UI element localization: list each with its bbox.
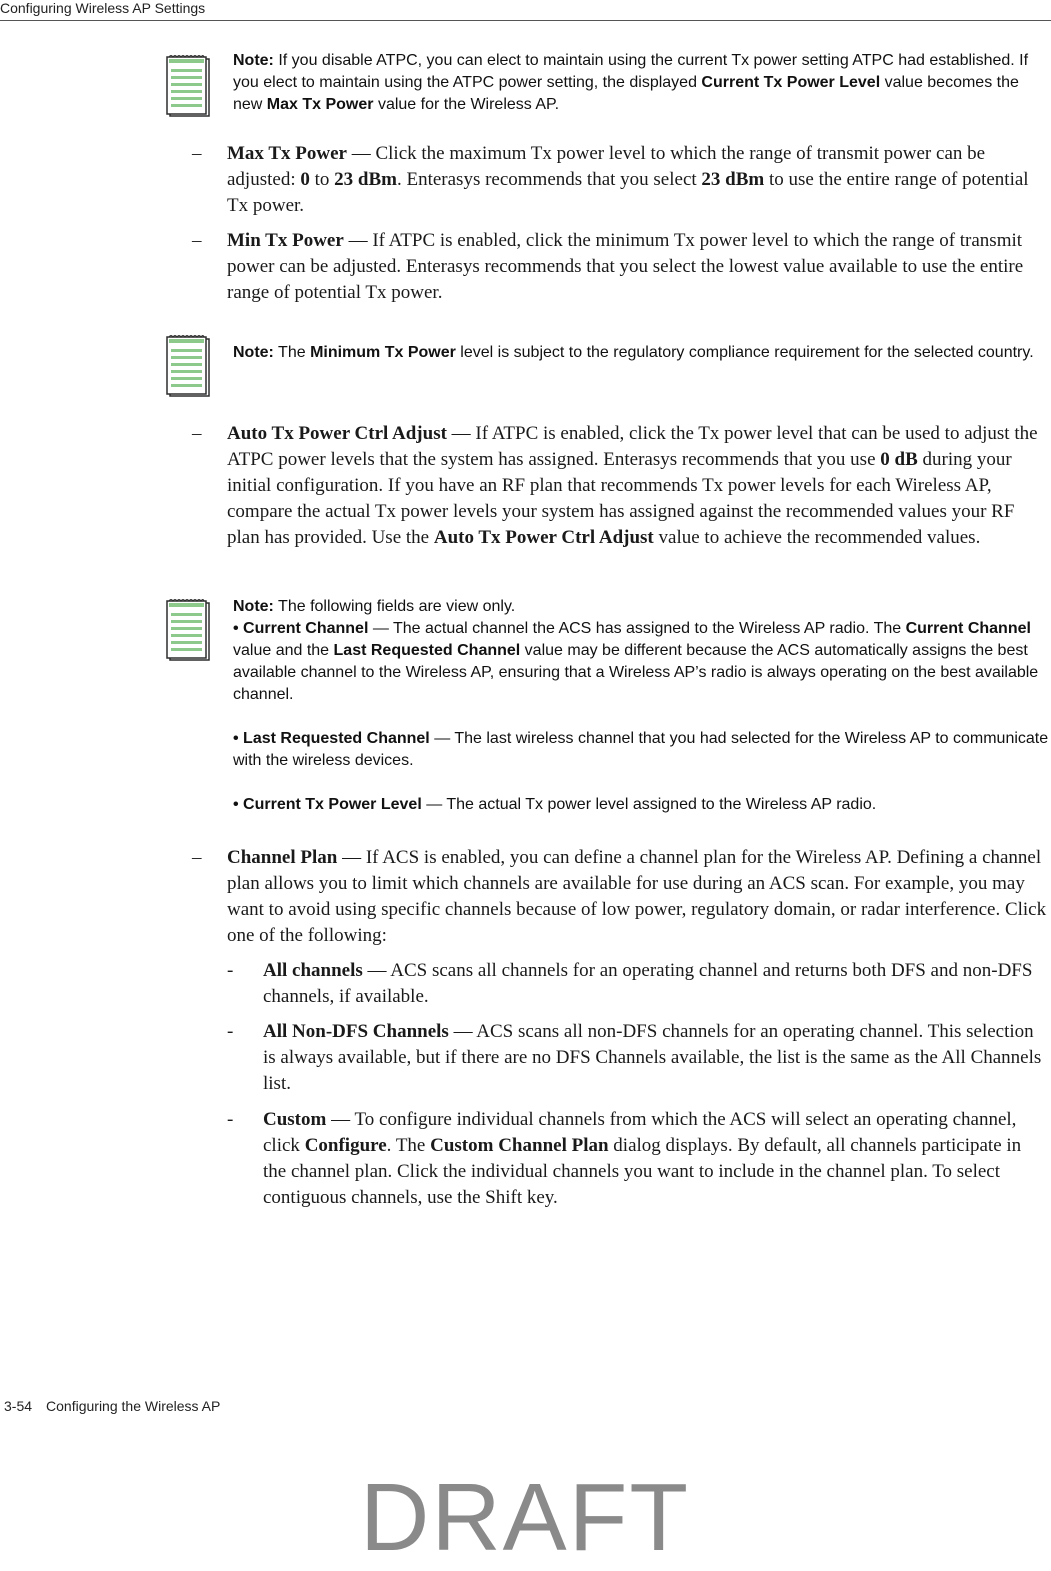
notepad-icon [165,334,211,398]
notepad-icon [165,54,211,118]
note-label: Note: [233,344,274,361]
note-text: Note: The following fields are view only. • Current Channel — The actual channel the ACS has assigned to the Wireless AP radio. The Current Channel value and the Last Requested Channel value may be different because the ACS automatically assigns the best available channel to the Wireless AP, ensuring that a Wireless AP’s radio is always operating on the best available channel. • Last Requested Channel — The last wireless channel that you had selected for the Wireless AP to communicate with the wireless devices. • Current Tx Power Level — The actual Tx power level assigned to the Wireless AP radio. [233,596,1049,816]
notepad-icon [165,598,211,662]
list-item-channel-plan: – Channel Plan — If ACS is enabled, you can define a channel plan for the Wireless AP. Defining a channel plan allows you to limit which channels are available for use during an ACS scan. For example, you may want to avoid using specific channels because of low power, regulatory domain, or radar interference. Click one of the following: [192,847,1047,946]
term-channel-plan: Channel Plan [227,847,338,868]
list-item-auto-tx-power-ctrl-adjust: – Auto Tx Power Ctrl Adjust — If ATPC is enabled, click the Tx power level that can be used to adjust the ATPC power levels that the system has assigned. Enterasys recommends that you use 0 dB during your initial configuration. If you have an RF plan that recommends Tx power levels for each Wireless AP, compare the actual Tx power levels your system has assigned against the recommended values your RF plan has provided. Use the Auto Tx Power Ctrl Adjust value to achieve the recommended values. [192,423,1038,548]
note-entry-current-channel: • Current Channel — The actual channel the ACS has assigned to the Wireless AP radio. The Current Channel value and the Last Requested Channel value may be different because the ACS automatically assigns the best available channel to the Wireless AP, ensuring that a Wireless AP’s radio is always operating on the best available channel. [233,620,1039,703]
note-min-tx-power [165,330,1051,402]
running-header-title: Configuring Wireless AP Settings [0,0,206,16]
footer-title: Configuring the Wireless AP [46,1398,221,1414]
term-all-non-dfs-channels: All Non-DFS Channels [263,1021,449,1042]
term-all-channels: All channels [263,960,363,981]
note-text: Note: The Minimum Tx Power level is subject to the regulatory compliance requirement for the selected country. [233,344,1034,361]
header-rule [0,20,1051,21]
note-label: Note: [233,598,274,615]
list-item-min-tx-power: – Min Tx Power — If ATPC is enabled, click the minimum Tx power level to which the range of transmit power can be adjusted. Enterasys recommends that you select the lowest value available to use the entire range of potential Tx power. [192,230,1024,303]
term-max-tx-power: Max Tx Power [227,143,347,164]
note-entry-current-tx-power-level: • Current Tx Power Level — The actual Tx power level assigned to the Wireless AP radio. [233,796,877,813]
page-number: 3-54 [4,1398,33,1414]
note-label: Note: [233,52,274,69]
term-min-tx-power: Min Tx Power [227,230,344,251]
term-custom: Custom [263,1109,327,1130]
list-item-max-tx-power: – Max Tx Power — Click the maximum Tx power level to which the range of transmit power can be adjusted: 0 to 23 dBm. Enterasys recommends that you select 23 dBm to use the entire range of potential Tx power. [192,143,1029,216]
term-auto-tx-power: Auto Tx Power Ctrl Adjust [227,423,447,444]
note-atpc [165,50,1051,122]
sub-item-custom: - Custom — To configure individual channels from which the ACS will select an operating channel, click Configure. The Custom Channel Plan dialog displays. By default, all channels participate in the channel plan. Click the individual channels you want to include in the channel plan. To select contiguous channels, use the Shift key. [227,1109,1022,1208]
note-view-only-fields [165,594,1051,826]
sub-item-all-non-dfs-channels: - All Non-DFS Channels — ACS scans all non-DFS channels for an operating channel. This selection is always available, but if there are no DFS Channels available, the list is the same as the All Channels list. [227,1021,1042,1094]
page-footer [4,1398,220,1414]
note-entry-last-requested-channel: • Last Requested Channel — The last wireless channel that you had selected for the Wireless AP to communicate with the wireless devices. [233,730,1049,769]
note-text: Note: If you disable ATPC, you can elect to maintain using the current Tx power setting ATPC had established. If you elect to maintain using the ATPC power setting, the displayed Current Tx Power Level value becomes the new Max Tx Power value for the Wireless AP. [233,52,1029,113]
sub-item-all-channels: - All channels — ACS scans all channels for an operating channel and returns both DFS and non-DFS channels, if available. [227,960,1033,1007]
draft-watermark: DRAFT [360,1464,690,1571]
